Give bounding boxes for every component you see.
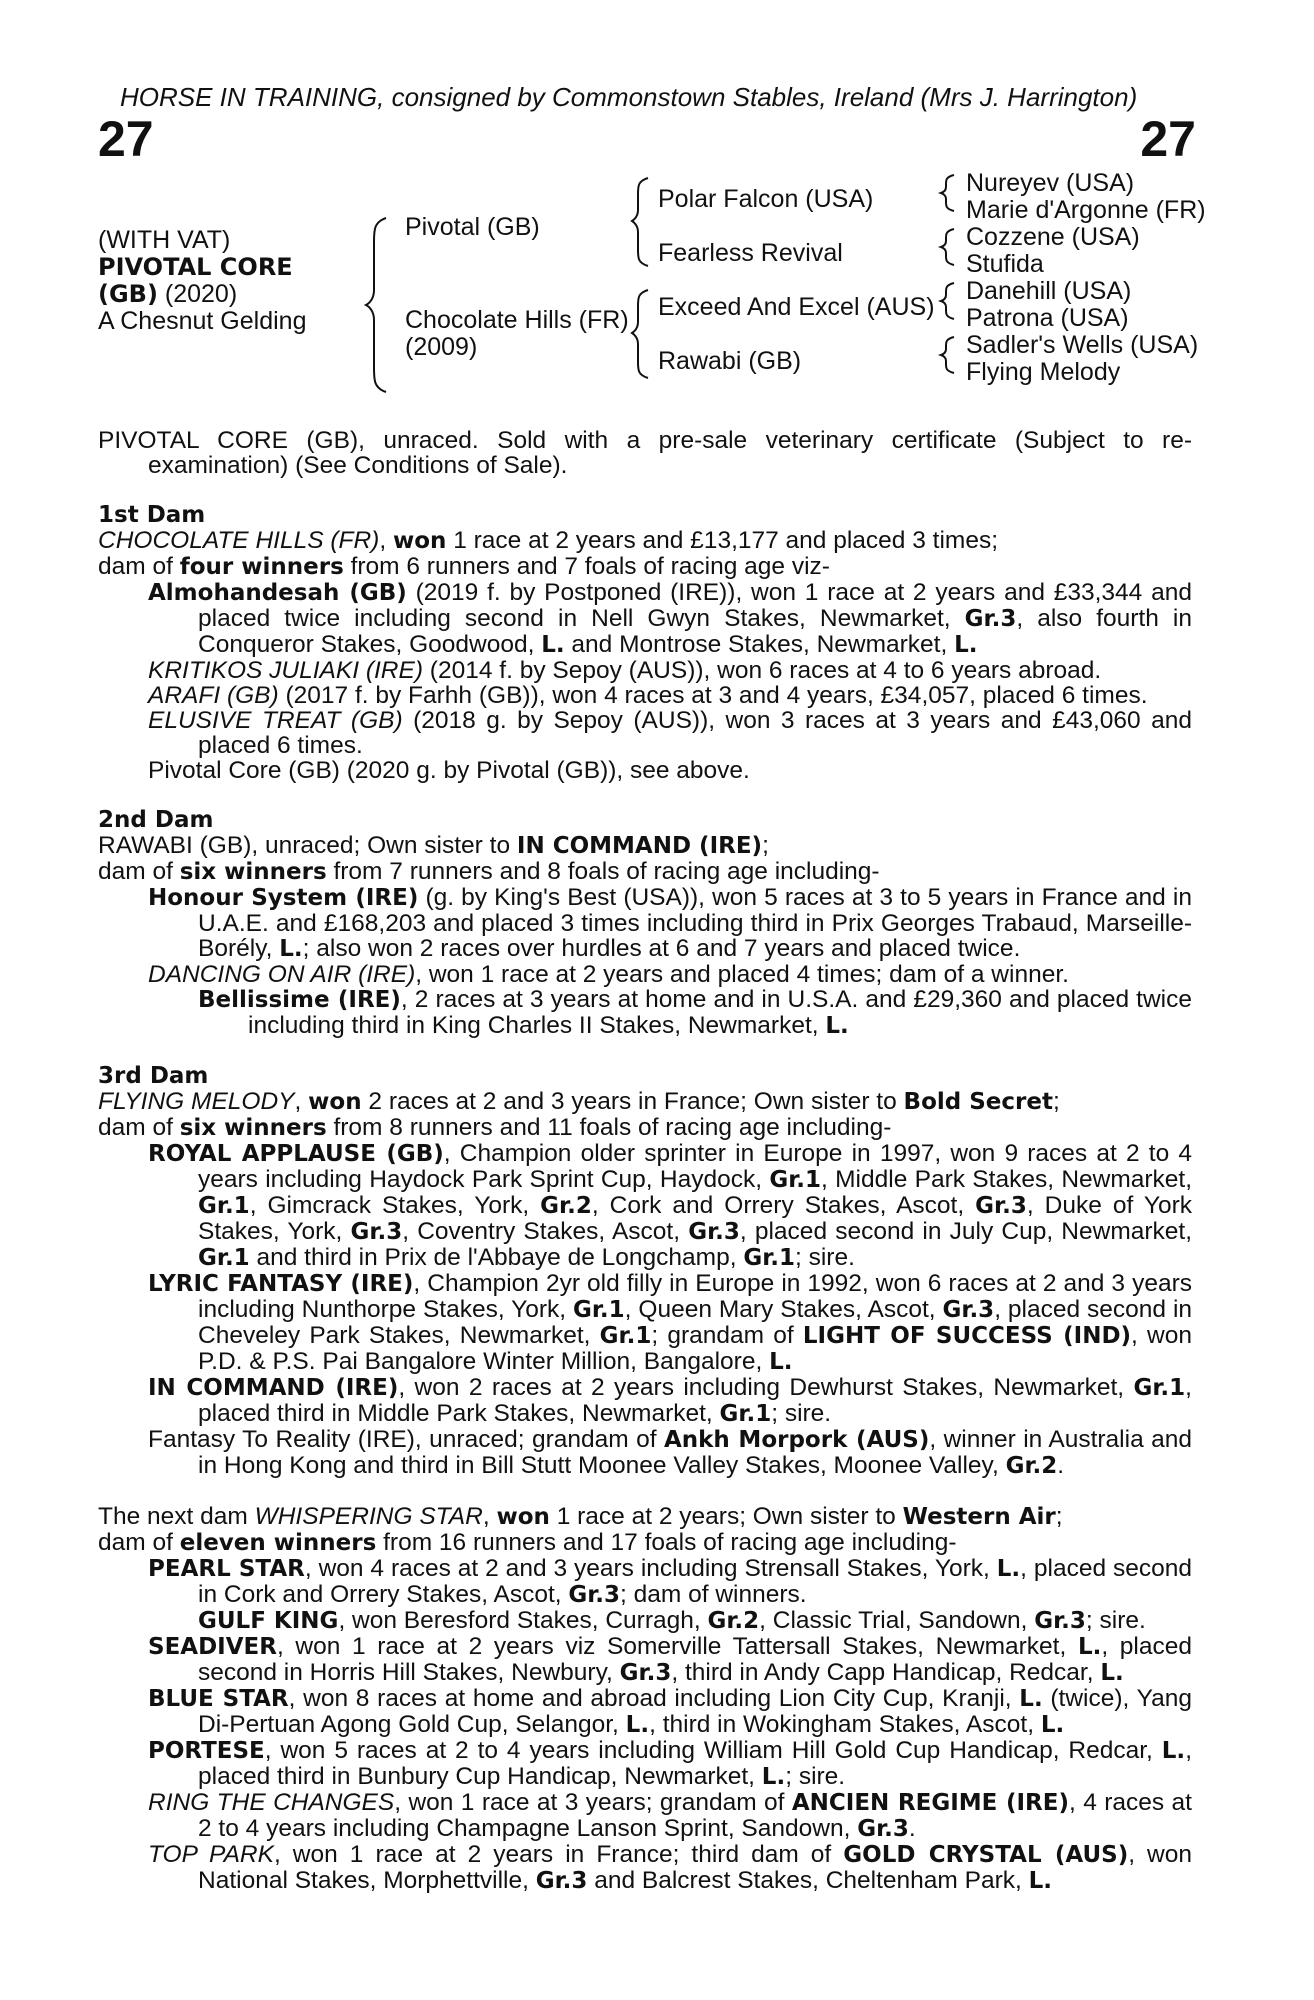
third-dam-produce-summary: dam of six winners from 8 runners and 11 foals of racing age including-: [98, 1114, 892, 1141]
dam-dam: Rawabi (GB): [658, 347, 802, 375]
lot-number-left: 27: [98, 111, 154, 167]
ggs-7: Sadler's Wells (USA): [966, 331, 1199, 359]
pedigree-table: [0, 170, 1314, 400]
list-item: ROYAL APPLAUSE (GB), Champion older sprinter in Europe in 1997, won 9 races at 2 to 4 years including Haydock Park Sprint Cup, Haydock, Gr.1, Middle Park Stakes, Newmarket, Gr.1, Gimcrack Stakes, York, Gr.2, Cork and Orrery Stakes, Ascot, Gr.3, Duke of York Stakes, York, Gr.3, Coventry Stakes, Ascot, Gr.3, placed second in July Cup, Newmarket, Gr.1 and third in Prix de l'Abbaye de Longchamp, Gr.1; sire.: [148, 1140, 1193, 1271]
dam-name: Chocolate Hills (FR): [405, 306, 629, 334]
list-item: SEADIVER, won 1 race at 2 years viz Somerville Tattersall Stakes, Newmarket, L., placed second in Horris Hill Stakes, Newbury, Gr.3, third in Andy Capp Handicap, Redcar, L.: [148, 1633, 1193, 1686]
list-item: BLUE STAR, won 8 races at home and abroad including Lion City Cup, Kranji, L. (twice), Yang Di-Pertuan Agong Gold Cup, Selangor, L., third in Wokingham Stakes, Ascot, L.: [148, 1685, 1192, 1738]
ggs-4: Stufida: [966, 250, 1044, 278]
second-dam-line: RAWABI (GB), unraced; Own sister to IN COMMAND (IRE);: [98, 832, 769, 859]
list-item: Pivotal Core (GB) (2020 g. by Pivotal (GB)), see above.: [148, 757, 750, 784]
catalogue-text: [98, 428, 1192, 1894]
horse-description: A Chesnut Gelding: [98, 307, 307, 335]
list-item: LYRIC FANTASY (IRE), Champion 2yr old filly in Europe in 1992, won 6 races at 2 and 3 years including Nunthorpe Stakes, York, Gr.1, Queen Mary Stakes, Ascot, Gr.3, placed second in Cheveley Park Stakes, Newmarket, Gr.1; grandam of LIGHT OF SUCCESS (IND), won P.D. & P.S. Pai Bangalore Winter Million, Bangalore, L.: [148, 1270, 1193, 1375]
list-item: TOP PARK, won 1 race at 2 years in France; third dam of GOLD CRYSTAL (AUS), won National Stakes, Morphettville, Gr.3 and Balcrest Stakes, Cheltenham Park, L.: [148, 1841, 1192, 1894]
first-dam-heading: 1st Dam: [98, 502, 206, 528]
next-dam-line: The next dam WHISPERING STAR, won 1 race at 2 years; Own sister to Western Air;: [98, 1503, 1063, 1530]
list-item: KRITIKOS JULIAKI (IRE) (2014 f. by Sepoy (AUS)), won 6 races at 4 to 6 years abroad.: [148, 657, 1102, 684]
list-item: ARAFI (GB) (2017 f. by Farhh (GB)), won 4 races at 3 and 4 years, £34,057, placed 6 times.: [148, 682, 1148, 709]
intro-paragraph: PIVOTAL CORE (GB), unraced. Sold with a pre-sale veterinary certificate (Subject to re-examination) (See Conditions of Sale).: [98, 427, 1192, 479]
list-item: Honour System (IRE) (g. by King's Best (USA)), won 5 races at 3 to 5 years in France and in U.A.E. and £168,203 and placed 3 times including third in Prix Georges Trabaud, Marseille-Borély, L.; also won 2 races over hurdles at 6 and 7 years and placed twice.: [148, 884, 1192, 962]
list-item: IN COMMAND (IRE), won 2 races at 2 years including Dewhurst Stakes, Newmarket, Gr.1, placed third in Middle Park Stakes, Newmarket, Gr.1; sire.: [148, 1374, 1192, 1427]
sire-dam: Fearless Revival: [658, 239, 843, 267]
consignment-header: HORSE IN TRAINING, consigned by Commonstown Stables, Ireland (Mrs J. Harrington): [120, 82, 1138, 112]
list-item: Almohandesah (GB) (2019 f. by Postponed (IRE)), won 1 race at 2 years and £33,344 and placed twice including second in Nell Gwyn Stakes, Newmarket, Gr.3, also fourth in Conqueror Stakes, Goodwood, L. and Montrose Stakes, Newmarket, L.: [148, 579, 1193, 658]
horse-foal-year: (2020): [157, 280, 238, 308]
ggs-3: Cozzene (USA): [966, 223, 1140, 251]
lot-number-right: 27: [1140, 111, 1196, 167]
second-dam-heading: 2nd Dam: [98, 807, 214, 833]
horse-name-origin-year: [98, 281, 237, 308]
ggs-5: Danehill (USA): [966, 277, 1132, 305]
ggs-2: Marie d'Argonne (FR): [966, 196, 1206, 224]
list-item: DANCING ON AIR (IRE), won 1 race at 2 years and placed 4 times; dam of a winner.: [148, 961, 1069, 988]
sire-name: Pivotal (GB): [405, 213, 540, 241]
list-item: Bellissime (IRE), 2 races at 3 years at home and in U.S.A. and £29,360 and placed twice including third in King Charles II Stakes, Newmarket, L.: [198, 986, 1192, 1039]
list-item: GULF KING, won Beresford Stakes, Curragh, Gr.2, Classic Trial, Sandown, Gr.3; sire.: [198, 1607, 1146, 1634]
third-dam-line: FLYING MELODY, won 2 races at 2 and 3 years in France; Own sister to Bold Secret;: [98, 1088, 1060, 1115]
dam-sire: Exceed And Excel (AUS): [658, 293, 935, 321]
second-dam-produce-summary: dam of six winners from 7 runners and 8 foals of racing age including-: [98, 858, 880, 885]
horse-name: PIVOTAL CORE: [98, 253, 293, 281]
sire-sire: Polar Falcon (USA): [658, 185, 874, 213]
horse-origin: (GB): [98, 280, 158, 308]
list-item: Fantasy To Reality (IRE), unraced; grandam of Ankh Morpork (AUS), winner in Australia and in Hong Kong and third in Bill Stutt Moonee Valley Stakes, Moonee Valley, Gr.2.: [148, 1426, 1193, 1479]
list-item: PORTESE, won 5 races at 2 to 4 years including William Hill Gold Cup Handicap, Redcar, L., placed third in Bunbury Cup Handicap, Newmarket, L.; sire.: [148, 1737, 1192, 1790]
list-item: ELUSIVE TREAT (GB) (2018 g. by Sepoy (AUS)), won 3 races at 3 years and £43,060 and placed 6 times.: [148, 707, 1192, 759]
dam-year: (2009): [405, 333, 478, 361]
third-dam-heading: 3rd Dam: [98, 1063, 209, 1089]
list-item: RING THE CHANGES, won 1 race at 3 years; grandam of ANCIEN REGIME (IRE), 4 races at 2 to 4 years including Champagne Lanson Sprint, Sandown, Gr.3.: [148, 1789, 1192, 1842]
first-dam-produce-summary: dam of four winners from 6 runners and 7 foals of racing age viz-: [98, 553, 830, 580]
first-dam-line: CHOCOLATE HILLS (FR), won 1 race at 2 years and £13,177 and placed 3 times;: [98, 527, 999, 554]
vat-note: (WITH VAT): [98, 226, 231, 254]
ggs-1: Nureyev (USA): [966, 169, 1135, 197]
list-item: PEARL STAR, won 4 races at 2 and 3 years including Strensall Stakes, York, L., placed second in Cork and Orrery Stakes, Ascot, Gr.3; dam of winners.: [148, 1555, 1192, 1608]
ggs-6: Patrona (USA): [966, 304, 1129, 332]
next-dam-produce-summary: dam of eleven winners from 16 runners and 17 foals of racing age including-: [98, 1529, 957, 1556]
ggs-8: Flying Melody: [966, 358, 1121, 386]
